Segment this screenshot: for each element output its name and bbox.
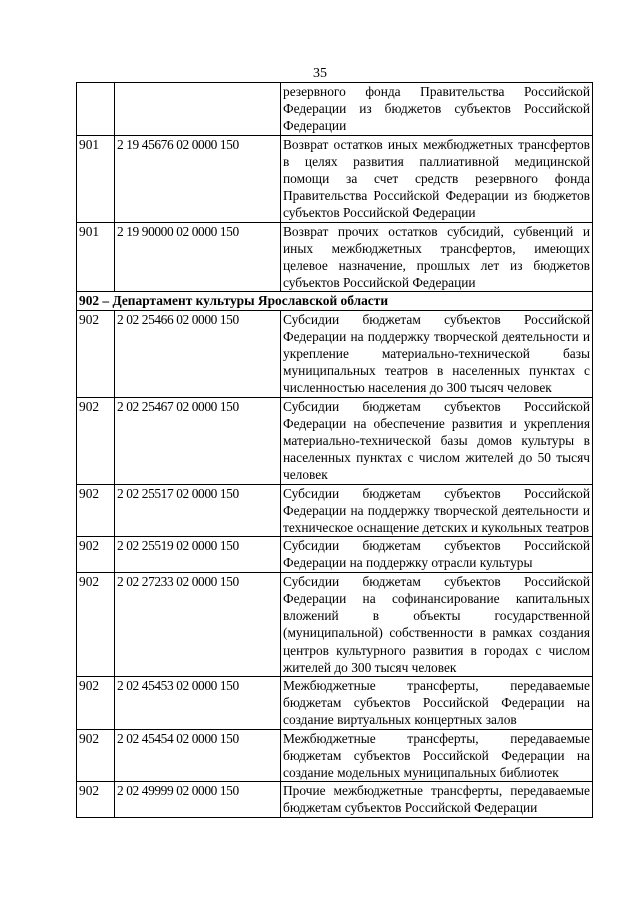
table-row — [77, 484, 593, 537]
budget-code-cell: 2 02 25519 02 0000 150 — [115, 537, 281, 572]
admin-code-cell: 902 — [77, 537, 115, 572]
table-row — [77, 222, 593, 292]
income-name-cell: Возврат прочих остатков субсидий, субвенций и иных межбюджетных трансфертов, имеющих целевое назначение, прошлых лет из бюджетов субъектов Российской Федерации — [281, 222, 593, 292]
table-row — [77, 83, 593, 136]
income-name-cell: Субсидии бюджетам субъектов Российской Федерации на обеспечение развития и укрепления материально-технической базы домов культуры в населенных пунктах с числом жителей до 50 тысяч человек — [281, 397, 593, 484]
budget-code-cell: 2 02 45454 02 0000 150 — [115, 729, 281, 782]
table-row — [77, 572, 593, 676]
budget-code-cell: 2 02 25466 02 0000 150 — [115, 310, 281, 397]
table-row — [77, 310, 593, 397]
admin-code-cell: 902 — [77, 782, 115, 817]
budget-code-cell: 2 19 90000 02 0000 150 — [115, 222, 281, 292]
budget-code-cell: 2 02 49999 02 0000 150 — [115, 782, 281, 817]
budget-code-cell: 2 02 45453 02 0000 150 — [115, 676, 281, 729]
income-name-cell: Прочие межбюджетные трансферты, передаваемые бюджетам субъектов Российской Федерации — [281, 782, 593, 817]
admin-code-cell: 902 — [77, 310, 115, 397]
budget-code-cell — [115, 83, 281, 136]
income-name-cell: Межбюджетные трансферты, передаваемые бюджетам субъектов Российской Федерации на создание виртуальных концертных залов — [281, 676, 593, 729]
section-title: 902 – Департамент культуры Ярославской области — [77, 292, 593, 310]
budget-codes-table — [76, 82, 593, 818]
budget-code-cell: 2 02 25467 02 0000 150 — [115, 397, 281, 484]
admin-code-cell: 901 — [77, 135, 115, 222]
table-row — [77, 782, 593, 817]
admin-code-cell: 902 — [77, 729, 115, 782]
table-row — [77, 135, 593, 222]
income-name-cell: Субсидии бюджетам субъектов Российской Федерации на поддержку творческой деятельности и укрепление материально-технической базы муниципальных театров в населенных пунктах с численностью населения до 300 тысяч человек — [281, 310, 593, 397]
section-header-row — [77, 292, 593, 310]
table-body — [77, 83, 593, 818]
budget-code-cell: 2 02 27233 02 0000 150 — [115, 572, 281, 676]
budget-code-cell: 2 19 45676 02 0000 150 — [115, 135, 281, 222]
admin-code-cell: 901 — [77, 222, 115, 292]
income-name-cell: Возврат остатков иных межбюджетных трансфертов в целях развития паллиативной медицинской помощи за счет средств резервного фонда Правительства Российской Федерации из бюджетов субъектов Российской Федерации — [281, 135, 593, 222]
table-row — [77, 397, 593, 484]
budget-code-cell: 2 02 25517 02 0000 150 — [115, 484, 281, 537]
table-row — [77, 729, 593, 782]
income-name-cell: резервного фонда Правительства Российской Федерации из бюджетов субъектов Российской Федерации — [281, 83, 593, 136]
income-name-cell: Субсидии бюджетам субъектов Российской Федерации на софинансирование капитальных вложений в объекты государственной (муниципальной) собственности в рамках создания центров культурного развития в городах с числом жителей до 300 тысяч человек — [281, 572, 593, 676]
admin-code-cell: 902 — [77, 484, 115, 537]
admin-code-cell — [77, 83, 115, 136]
admin-code-cell: 902 — [77, 572, 115, 676]
table-row — [77, 676, 593, 729]
page-number: 35 — [313, 66, 327, 81]
admin-code-cell: 902 — [77, 397, 115, 484]
income-name-cell: Межбюджетные трансферты, передаваемые бюджетам субъектов Российской Федерации на создание модельных муниципальных библиотек — [281, 729, 593, 782]
table-row — [77, 537, 593, 572]
income-name-cell: Субсидии бюджетам субъектов Российской Федерации на поддержку творческой деятельности и техническое оснащение детских и кукольных театров — [281, 484, 593, 537]
admin-code-cell: 902 — [77, 676, 115, 729]
income-name-cell: Субсидии бюджетам субъектов Российской Федерации на поддержку отрасли культуры — [281, 537, 593, 572]
